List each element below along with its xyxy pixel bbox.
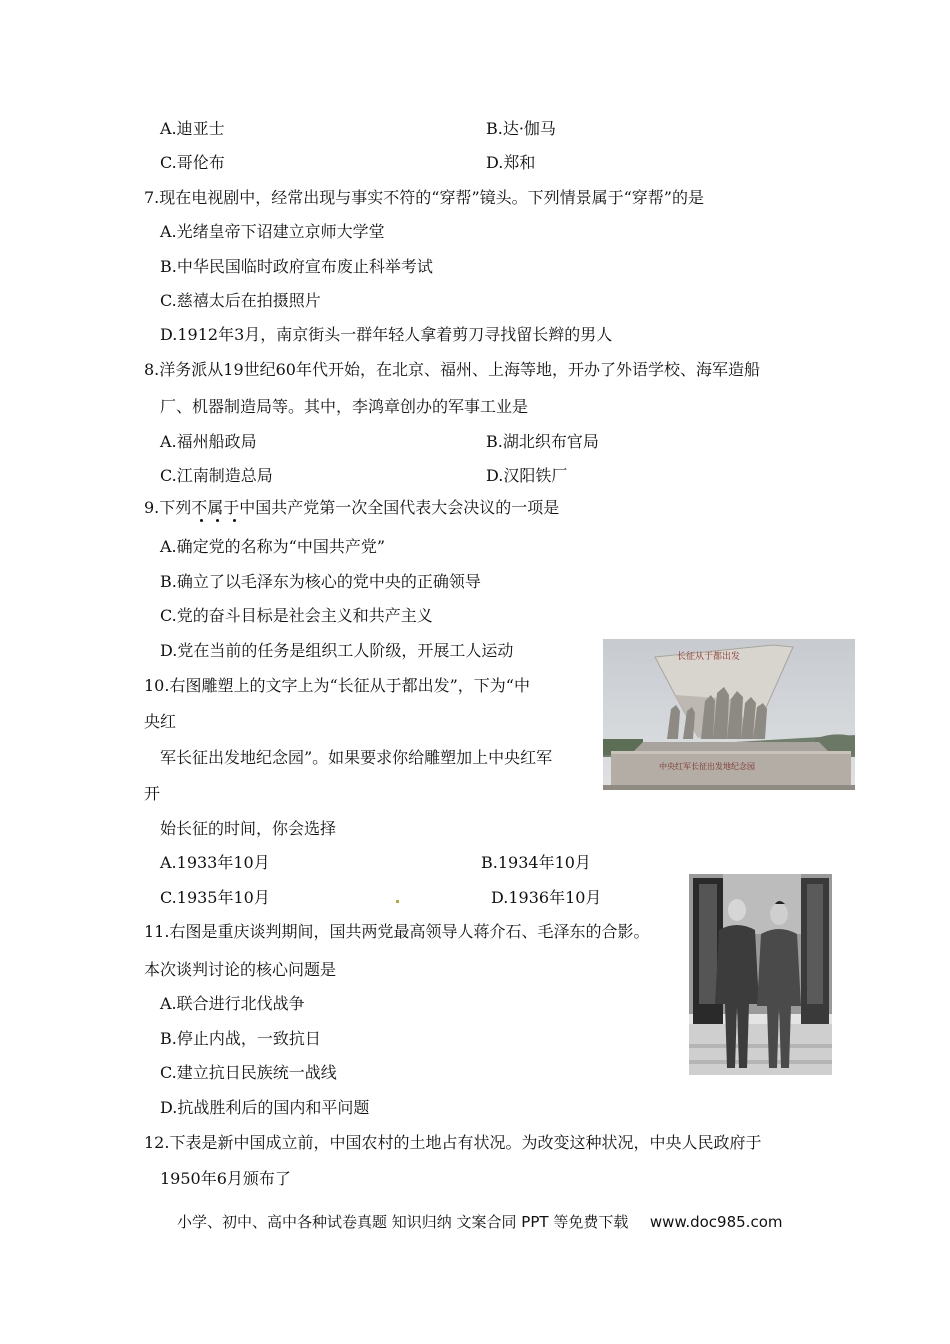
- emphasis-dot: [200, 519, 203, 522]
- emphasis-dot: [216, 519, 219, 522]
- q7-option-d: D.1912年3月，南京街头一群年轻人拿着剪刀寻找留长辫的男人: [160, 325, 613, 344]
- monument-inscription-top: 长征从于都出发: [677, 652, 741, 662]
- q6-option-d: D.郑和: [486, 153, 536, 172]
- q8-option-d: D.汉阳铁厂: [486, 466, 568, 485]
- footer-text: 小学、初中、高中各种试卷真题 知识归纳 文案合同 PPT 等免费下载: [177, 1213, 629, 1231]
- q7-option-c: C.慈禧太后在拍摄照片: [160, 291, 321, 310]
- q8-option-c: C.江南制造总局: [160, 466, 273, 485]
- q11-line2: 本次谈判讨论的核心问题是: [144, 960, 337, 979]
- footer-link[interactable]: www.doc985.com: [649, 1213, 783, 1231]
- q11-option-c: C.建立抗日民族统一战线: [160, 1063, 337, 1082]
- chongqing-negotiation-photo: [689, 874, 832, 1075]
- q9-option-d: D.党在当前的任务是组织工人阶级，开展工人运动: [160, 641, 514, 660]
- q9-stem: 9.下列不属于中国共产党第一次全国代表大会决议的一项是: [144, 498, 560, 517]
- q10-line1: 10.右图雕塑上的文字上为“长征从于都出发”，下为“中: [144, 676, 530, 695]
- q8-stem-line2: 厂、机器制造局等。其中，李鸿章创办的军事工业是: [160, 397, 529, 416]
- q10-option-b: B.1934年10月: [481, 853, 591, 872]
- q10-line2: 央红: [144, 712, 177, 731]
- footer-note: [177, 1212, 782, 1232]
- q8-option-b: B.湖北织布官局: [486, 432, 599, 451]
- q7-stem: 7.现在电视剧中，经常出现与事实不符的“穿帮”镜头。下列情景属于“穿帮”的是: [144, 188, 704, 207]
- emphasis-dot: [233, 519, 236, 522]
- q11-line1: 11.右图是重庆谈判期间，国共两党最高领导人蒋介石、毛泽东的合影。: [144, 922, 650, 941]
- q11-option-a: A.联合进行北伐战争: [160, 994, 305, 1013]
- q10-option-a: A.1933年10月: [160, 853, 270, 872]
- q11-option-d: D.抗战胜利后的国内和平问题: [160, 1098, 370, 1117]
- q9-option-b: B.确立了以毛泽东为核心的党中央的正确领导: [160, 572, 481, 591]
- q10-line4: 开: [144, 784, 161, 803]
- q9-option-a: A.确定党的名称为“中国共产党”: [160, 537, 386, 556]
- q10-line3: 军长征出发地纪念园”。如果要求你给雕塑加上中央红军: [160, 748, 553, 767]
- q10-option-d: D.1936年10月: [491, 888, 602, 907]
- q12-line2: 1950年6月颁布了: [160, 1169, 291, 1188]
- q10-line5: 始长征的时间，你会选择: [160, 819, 337, 838]
- q6-option-a: A.迪亚士: [160, 119, 225, 138]
- q7-option-a: A.光绪皇帝下诏建立京师大学堂: [160, 222, 385, 241]
- q10-option-c: C.1935年10月: [160, 888, 270, 907]
- q11-option-b: B.停止内战，一致抗日: [160, 1029, 321, 1048]
- q9-option-c: C.党的奋斗目标是社会主义和共产主义: [160, 606, 433, 625]
- q6-option-c: C.哥伦布: [160, 153, 225, 172]
- q8-option-a: A.福州船政局: [160, 432, 257, 451]
- q6-option-b: B.达·伽马: [486, 119, 556, 138]
- long-march-monument-photo: [603, 639, 855, 790]
- stray-mark: [396, 900, 399, 903]
- q8-stem-line1: 8.洋务派从19世纪60年代开始，在北京、福州、上海等地，开办了外语学校、海军造船: [144, 360, 760, 379]
- monument-inscription-base: 中央红军长征出发地纪念园: [659, 762, 755, 771]
- q12-line1: 12.下表是新中国成立前，中国农村的土地占有状况。为改变这种状况，中央人民政府于: [144, 1133, 762, 1152]
- q7-option-b: B.中华民国临时政府宣布废止科举考试: [160, 257, 433, 276]
